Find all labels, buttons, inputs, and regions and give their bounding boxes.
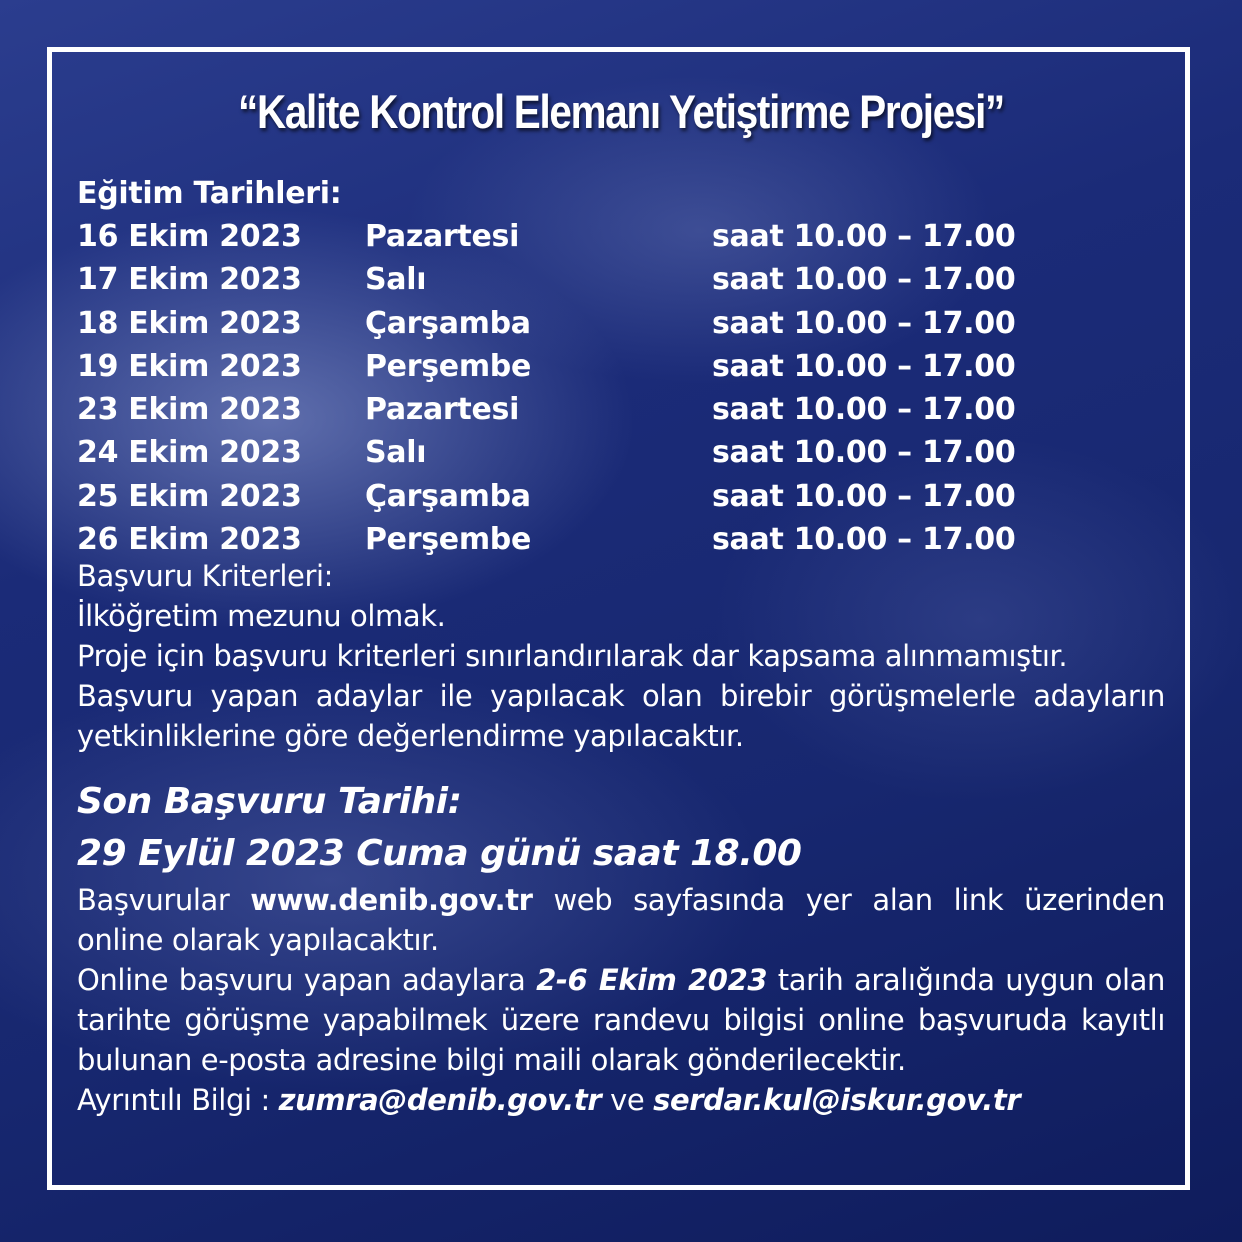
schedule-date: 18 Ekim 2023 bbox=[77, 305, 302, 341]
schedule-time: saat 10.00 – 17.00 bbox=[712, 262, 1016, 298]
website-link[interactable]: www.denib.gov.tr bbox=[250, 883, 533, 918]
page-title: “Kalite Kontrol Elemanı Yetiştirme Projesi” bbox=[238, 85, 1004, 138]
schedule-time: saat 10.00 – 17.00 bbox=[712, 435, 1016, 471]
schedule-day: Salı bbox=[365, 262, 427, 298]
deadline-heading: Son Başvuru Tarihi: bbox=[77, 781, 462, 823]
contact-label: Ayrıntılı Bilgi : bbox=[77, 1083, 279, 1118]
schedule-day: Pazartesi bbox=[365, 219, 520, 254]
criteria-line: İlköğretim mezunu olmak. bbox=[77, 599, 446, 634]
schedule-day: Çarşamba bbox=[365, 478, 531, 514]
training-dates-heading: Eğitim Tarihleri: bbox=[77, 176, 342, 211]
application-suffix: web sayfasında yer alan link üzerinden online olarak yapılacaktır. bbox=[77, 883, 1165, 958]
schedule-time: saat 10.00 – 17.00 bbox=[712, 305, 1016, 341]
schedule-date: 25 Ekim 2023 bbox=[77, 478, 302, 514]
schedule-date: 24 Ekim 2023 bbox=[77, 435, 302, 471]
contact-info bbox=[77, 1080, 1165, 1120]
interview-prefix: Online başvuru yapan adaylara bbox=[77, 963, 537, 998]
schedule-row bbox=[77, 345, 1165, 388]
schedule-day: Perşembe bbox=[365, 348, 532, 384]
schedule-day: Perşembe bbox=[365, 522, 532, 558]
schedule-row bbox=[77, 431, 1165, 474]
schedule-date: 17 Ekim 2023 bbox=[77, 262, 302, 298]
criteria-heading: Başvuru Kriterleri: bbox=[77, 559, 334, 594]
criteria-line: Başvuru yapan adaylar ile yapılacak olan birebir görüşmelerle adayların yetkinliklerine göre değerlendirme yapılacaktır. bbox=[77, 679, 1165, 754]
schedule-date: 23 Ekim 2023 bbox=[77, 392, 302, 428]
schedule-row bbox=[77, 388, 1165, 431]
schedule-time: saat 10.00 – 17.00 bbox=[712, 219, 1016, 254]
schedule-date: 19 Ekim 2023 bbox=[77, 348, 302, 384]
interview-date-range: 2-6 Ekim 2023 bbox=[536, 963, 768, 998]
interview-suffix: tarih aralığında uygun olan tarihte görüşme yapabilmek üzere randevu bilgisi online başvuruda kayıtlı bulunan e-posta adresine bilgi maili olarak gönderilecektir. bbox=[77, 963, 1165, 1078]
schedule-row bbox=[77, 302, 1165, 345]
schedule-time: saat 10.00 – 17.00 bbox=[712, 392, 1016, 428]
contact-email-2[interactable]: serdar.kul@iskur.gov.tr bbox=[653, 1083, 1021, 1118]
schedule-row bbox=[77, 215, 1165, 258]
application-info bbox=[77, 880, 1165, 960]
schedule-row bbox=[77, 518, 1165, 561]
schedule-row bbox=[77, 258, 1165, 301]
schedule-time: saat 10.00 – 17.00 bbox=[712, 478, 1016, 514]
schedule-day: Çarşamba bbox=[365, 305, 531, 341]
contact-email-1[interactable]: zumra@denib.gov.tr bbox=[278, 1083, 602, 1118]
schedule-day: Pazartesi bbox=[365, 392, 520, 428]
contact-joiner: ve bbox=[601, 1083, 654, 1118]
schedule-time: saat 10.00 – 17.00 bbox=[712, 522, 1016, 558]
schedule-date: 26 Ekim 2023 bbox=[77, 522, 302, 558]
announcement-content bbox=[77, 172, 1165, 1120]
schedule-date: 16 Ekim 2023 bbox=[77, 219, 302, 254]
schedule-time: saat 10.00 – 17.00 bbox=[712, 348, 1016, 384]
interview-info bbox=[77, 960, 1165, 1080]
deadline-value: 29 Eylül 2023 Cuma günü saat 18.00 bbox=[77, 833, 802, 875]
schedule-day: Salı bbox=[365, 435, 427, 471]
training-schedule bbox=[77, 215, 1165, 561]
application-prefix: Başvurular bbox=[77, 883, 251, 918]
criteria-line: Proje için başvuru kriterleri sınırlandırılarak dar kapsama alınmamıştır. bbox=[77, 639, 1068, 674]
schedule-row bbox=[77, 475, 1165, 518]
